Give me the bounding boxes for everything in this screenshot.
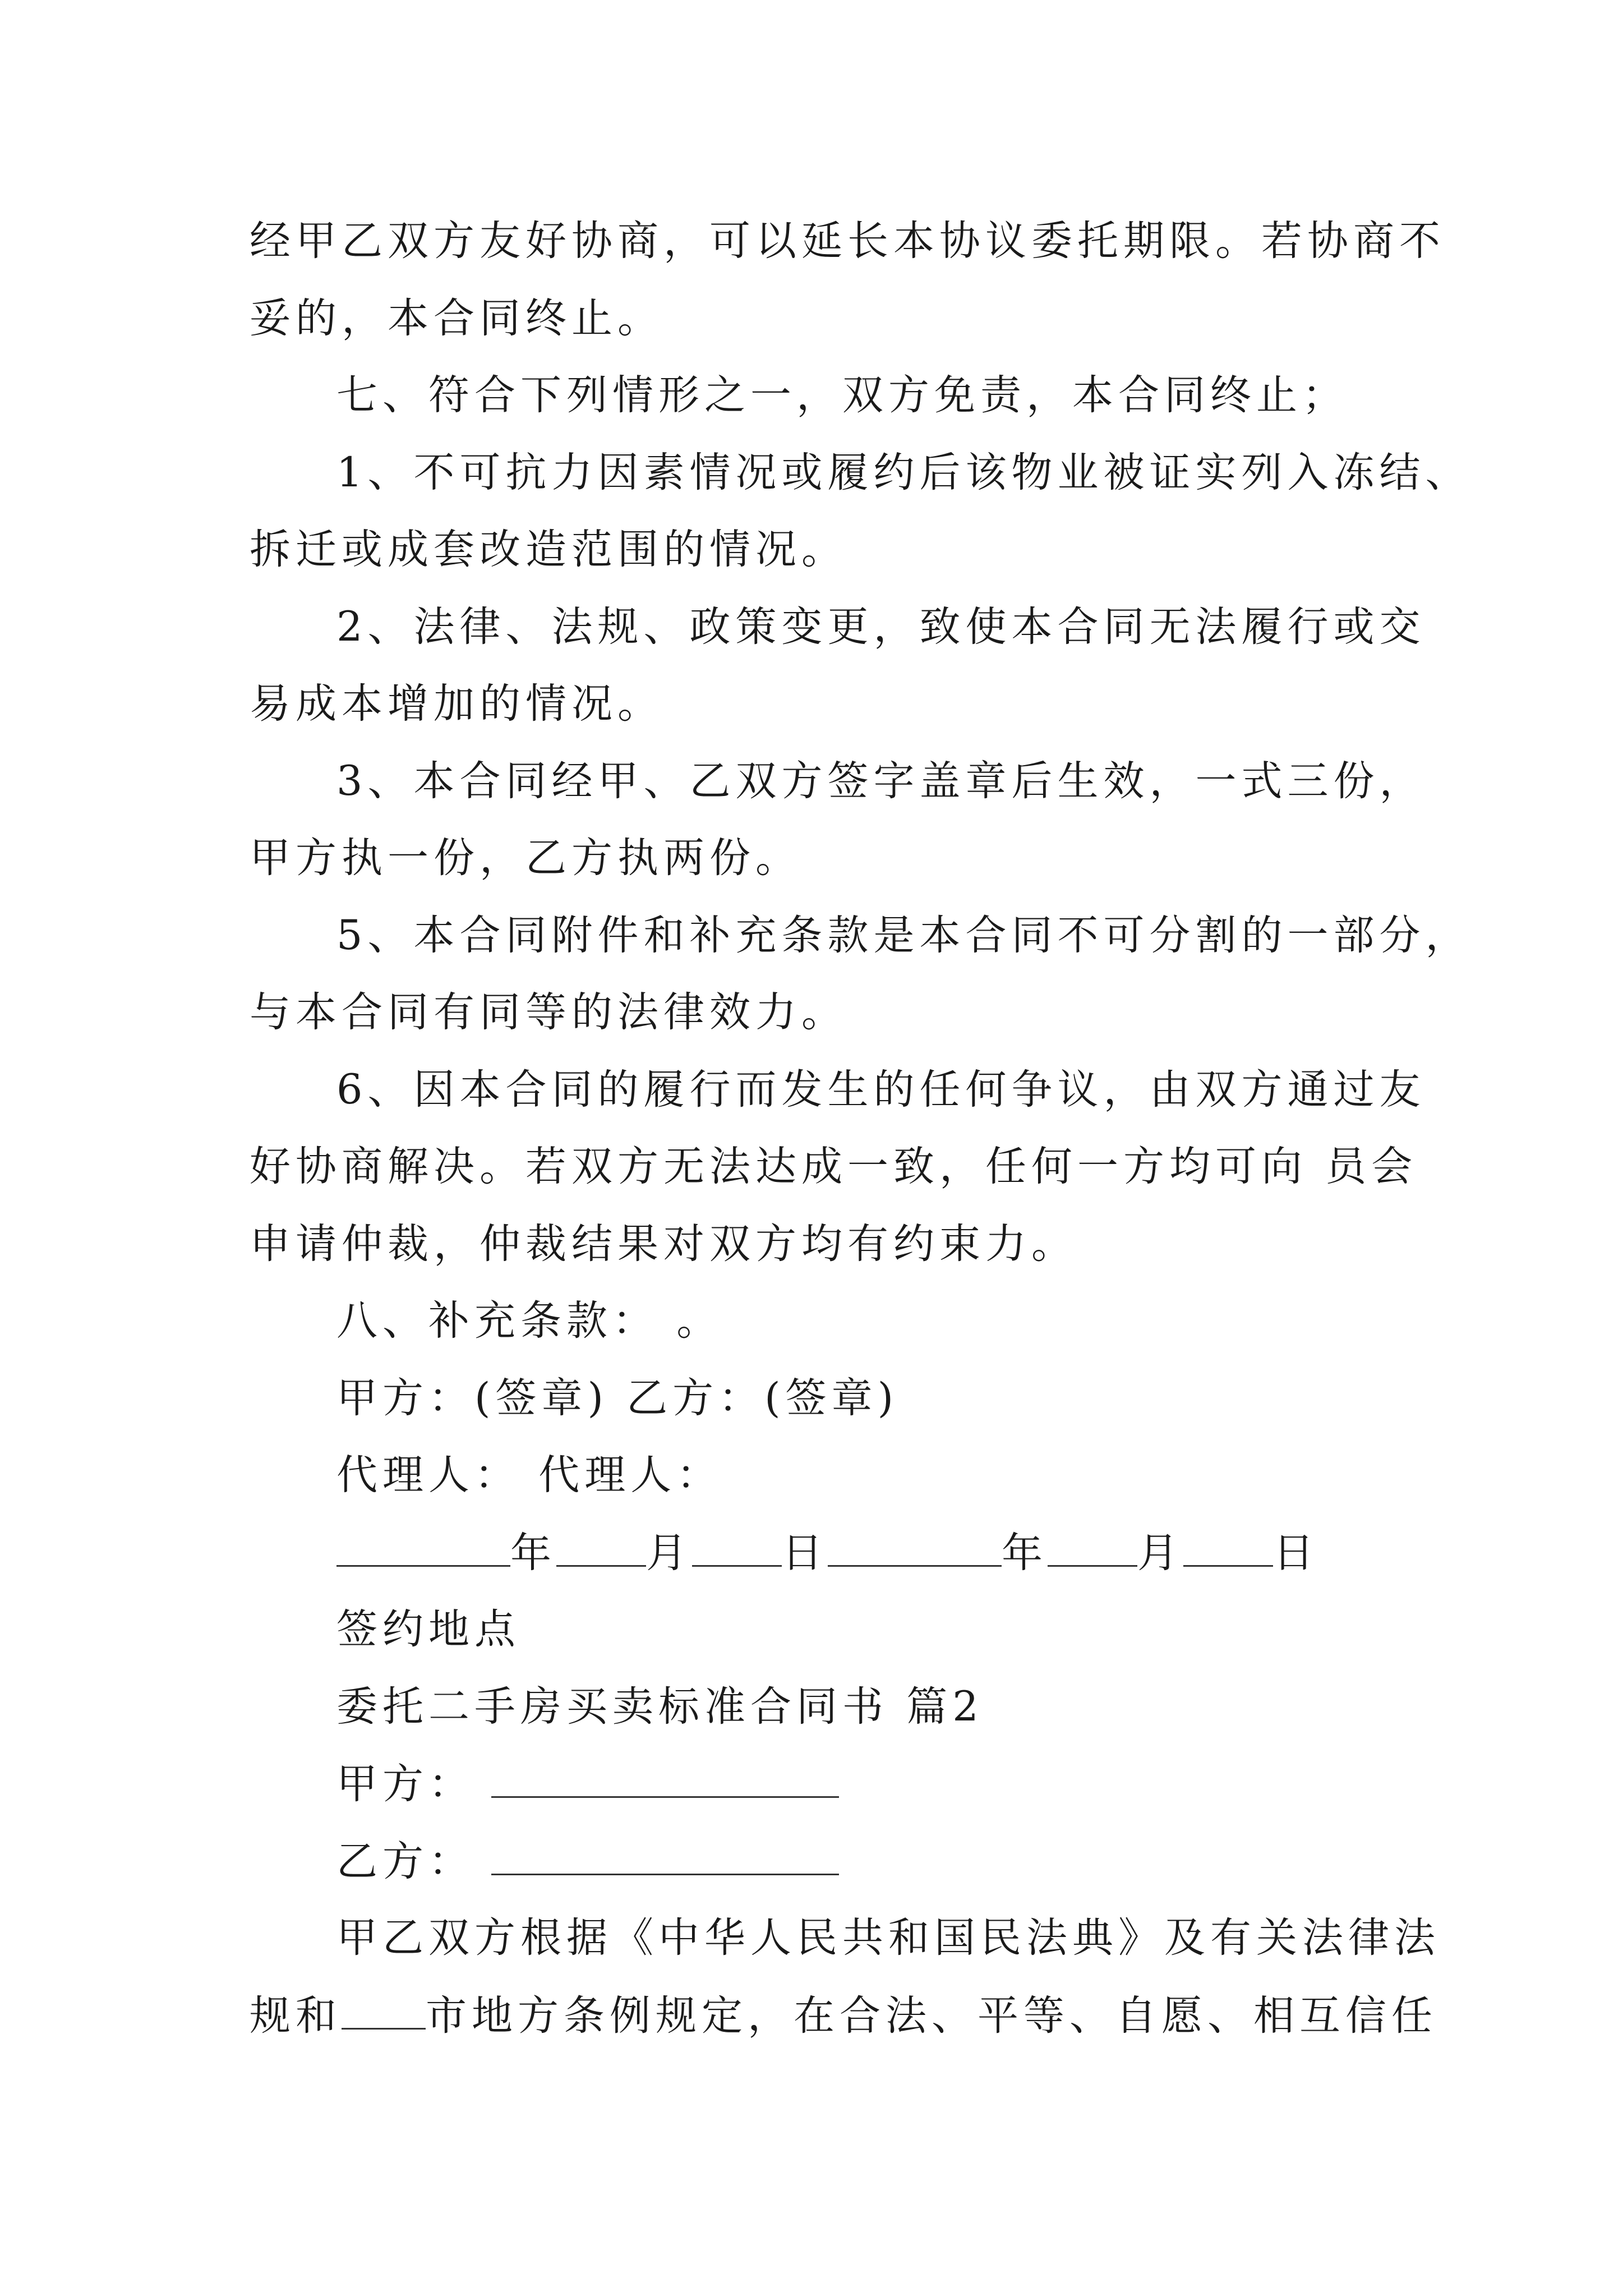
party-a-label: 甲方： — [336, 1760, 474, 1808]
party-b-line — [336, 1833, 1503, 1890]
year-label: 年 — [1002, 1529, 1048, 1577]
paragraph-line: 申请仲裁，仲裁结果对双方均有约束力。 — [250, 1220, 1077, 1268]
paragraph-line: 2、法律、法规、政策变更，致使本合同无法履行或交 — [336, 603, 1426, 651]
party-a-blank — [491, 1756, 839, 1798]
day-blank — [692, 1525, 782, 1567]
text-fragment: 市地方条例规定，在合法、平等、自愿、相互信任 — [426, 1992, 1437, 2040]
paragraph-line: 经甲乙双方友好协商，可以延长本协议委托期限。若协商不 — [250, 217, 1445, 265]
paragraph-line — [250, 1987, 1437, 2044]
paragraph-line: 甲乙双方根据《中华人民共和国民法典》及有关法律法 — [336, 1914, 1440, 1962]
paragraph-line: 拆迁或成套改造范围的情况。 — [250, 526, 847, 573]
day-label: 日 — [782, 1529, 828, 1577]
paragraph-line: 1、不可抗力因素情况或履约后该物业被证实列入冻结、 — [336, 449, 1472, 496]
paragraph-line: 甲方执一份，乙方执两份。 — [250, 834, 801, 882]
clause-heading-7: 七、符合下列情形之一，双方免责，本合同终止； — [336, 371, 1348, 419]
signature-line: 甲方：(签章) 乙方：(签章) — [336, 1374, 899, 1422]
agent-line: 代理人： 代理人： — [336, 1451, 723, 1499]
year-blank — [336, 1525, 510, 1567]
paragraph-line: 好协商解决。若双方无法达成一致，任何一方均可向 员会 — [250, 1143, 1418, 1190]
party-b-label: 乙方： — [336, 1838, 474, 1885]
year-label: 年 — [510, 1529, 556, 1577]
paragraph-line: 与本合同有同等的法律效力。 — [250, 988, 847, 1036]
city-blank — [342, 1987, 426, 2030]
month-blank — [556, 1525, 646, 1567]
party-b-blank — [491, 1833, 839, 1875]
month-label: 月 — [646, 1529, 692, 1577]
year-blank — [828, 1525, 1002, 1567]
paragraph-line: 6、因本合同的履行而发生的任何争议，由双方通过友 — [336, 1066, 1426, 1114]
clause-heading-8: 八、补充条款： 。 — [336, 1297, 723, 1345]
paragraph-line: 易成本增加的情况。 — [250, 680, 663, 728]
date-line — [336, 1525, 1503, 1581]
paragraph-line: 3、本合同经甲、乙双方签字盖章后生效，一式三份， — [336, 757, 1426, 805]
month-label: 月 — [1137, 1529, 1183, 1577]
paragraph-line: 5、本合同附件和补充条款是本合同不可分割的一部分， — [336, 912, 1472, 959]
section-title: 委托二手房买卖标准合同书 篇2 — [336, 1683, 984, 1731]
party-a-line — [336, 1756, 1503, 1812]
paragraph-line: 妥的，本合同终止。 — [250, 295, 663, 342]
month-blank — [1048, 1525, 1137, 1567]
day-label: 日 — [1273, 1529, 1319, 1577]
sign-place: 签约地点 — [336, 1605, 520, 1653]
text-fragment: 规和 — [250, 1992, 342, 2040]
day-blank — [1183, 1525, 1273, 1567]
